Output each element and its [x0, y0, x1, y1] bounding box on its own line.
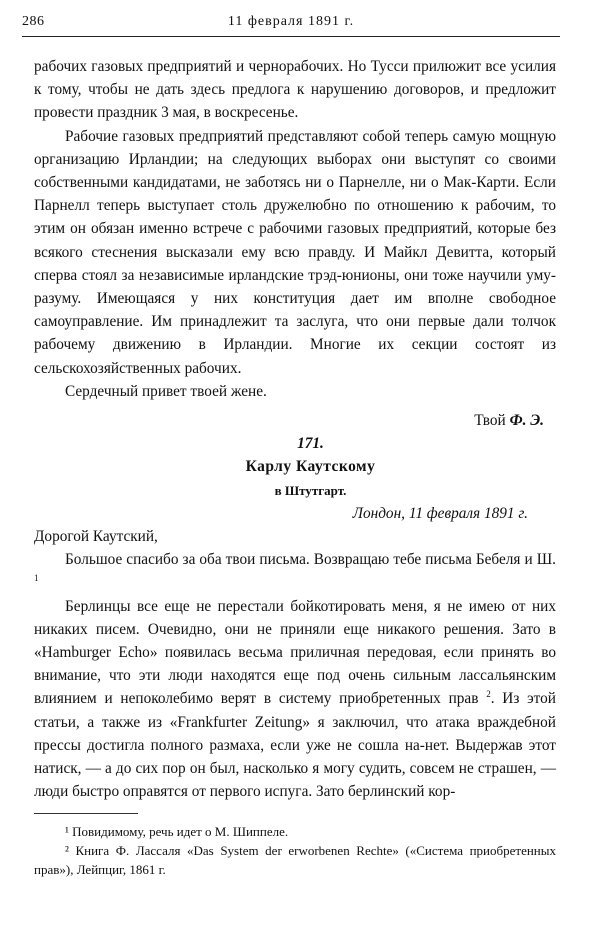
page-body — [34, 55, 556, 804]
footnote-1: ¹ Повидимому, речь идет о М. Шиппеле. — [65, 824, 289, 839]
page-header — [22, 14, 560, 37]
footnotes — [34, 822, 556, 879]
signature-prefix: Твой — [474, 412, 510, 430]
paragraph-continuation: рабочих газовых предприятий и чернорабочих. Но Тусси прилюжит все усилия к тому, чтобы не дать здесь предлога к нарушению договоров, и предложит провести праздник 3 мая, в воскресенье. — [34, 58, 556, 122]
footnote-2: ² Книга Ф. Лассаля «Das System der erworbenen Rechte» («Система приобретенных прав»), Лейпциг, 1861 г. — [34, 843, 556, 877]
letter-paragraph-berliners-text-a: Берлинцы все еще не перестали бойкотировать меня, я не имею от них никаких писем. Очевидно, они не приняли еще никакого решения. Зато в «Hamburger Echo» появилась весьма приличная передовая, если принять во внимание, что эти люди находятся еще под очень сильным лассальянским влиянием и непоколебимо верят в систему приобретенных прав — [34, 597, 556, 708]
footnote-ref-1: 1 — [34, 573, 39, 584]
paragraph-greetings: Сердечный привет твоей жене. — [65, 382, 267, 400]
signature-name: Ф. Э. — [509, 412, 544, 430]
footnote-divider — [34, 813, 138, 814]
letter-greeting: Дорогой Каутский, — [34, 528, 158, 546]
letter-dateline: Лондон, 11 февраля 1891 г. — [352, 504, 528, 522]
letter-recipient: Карлу Каутскому — [245, 458, 376, 476]
letter-paragraph-berliners — [34, 595, 556, 804]
footnote-ref-2: 2 — [486, 689, 491, 700]
paragraph-gas-workers: Рабочие газовых предприятий представляют собой теперь самую мощную организацию Ирландии; на следующих выборах они выступят со своими собственными кандидатами, не заботясь ни о Парнелле, ни о Мак-Карти. Если Парнелл теперь выступает столь дружелюбно по отношению к рабочим, то этим он обязан именно встрече с рабочими газовых предприятий, которые без всякого стеснения высказали ему всю правду. И Майкл Девитта, который сперва стоял за независимые ирландские трэд-юнионы, они тоже научили уму-разуму. Имеющаяся у них конституция дает им вполне свободное самоуправление. Им принадлежит та заслуга, что они первые дали толчок рабочему движению в Ирландии. Многие их секции состоят из сельскохозяйственных рабочих. — [34, 127, 556, 377]
letter-paragraph-thanks-text: Большое спасибо за оба твои письма. Возвращаю тебе письма Бебеля и Ш. — [65, 551, 556, 569]
letter-place: в Штутгарт. — [274, 482, 347, 498]
letter-paragraph-thanks — [34, 548, 556, 594]
page-number: 286 — [22, 14, 45, 29]
letter-paragraph-berliners-text-b: . Из этой статьи, а также из «Frankfurter Zeitung» я заключил, что атака враждебной прессы достигла полного размаха, если уже не сошла на-нет. Выдержав этот натиск, — а до сих пор он был, насколько я могу судить, совсем не страшен, — люди быстро оправятся от первого испуга. Зато берлинский кор- — [34, 690, 556, 801]
letter-number: 171. — [297, 435, 324, 453]
signature — [34, 409, 556, 432]
running-title: 11 февраля 1891 г. — [227, 14, 355, 29]
